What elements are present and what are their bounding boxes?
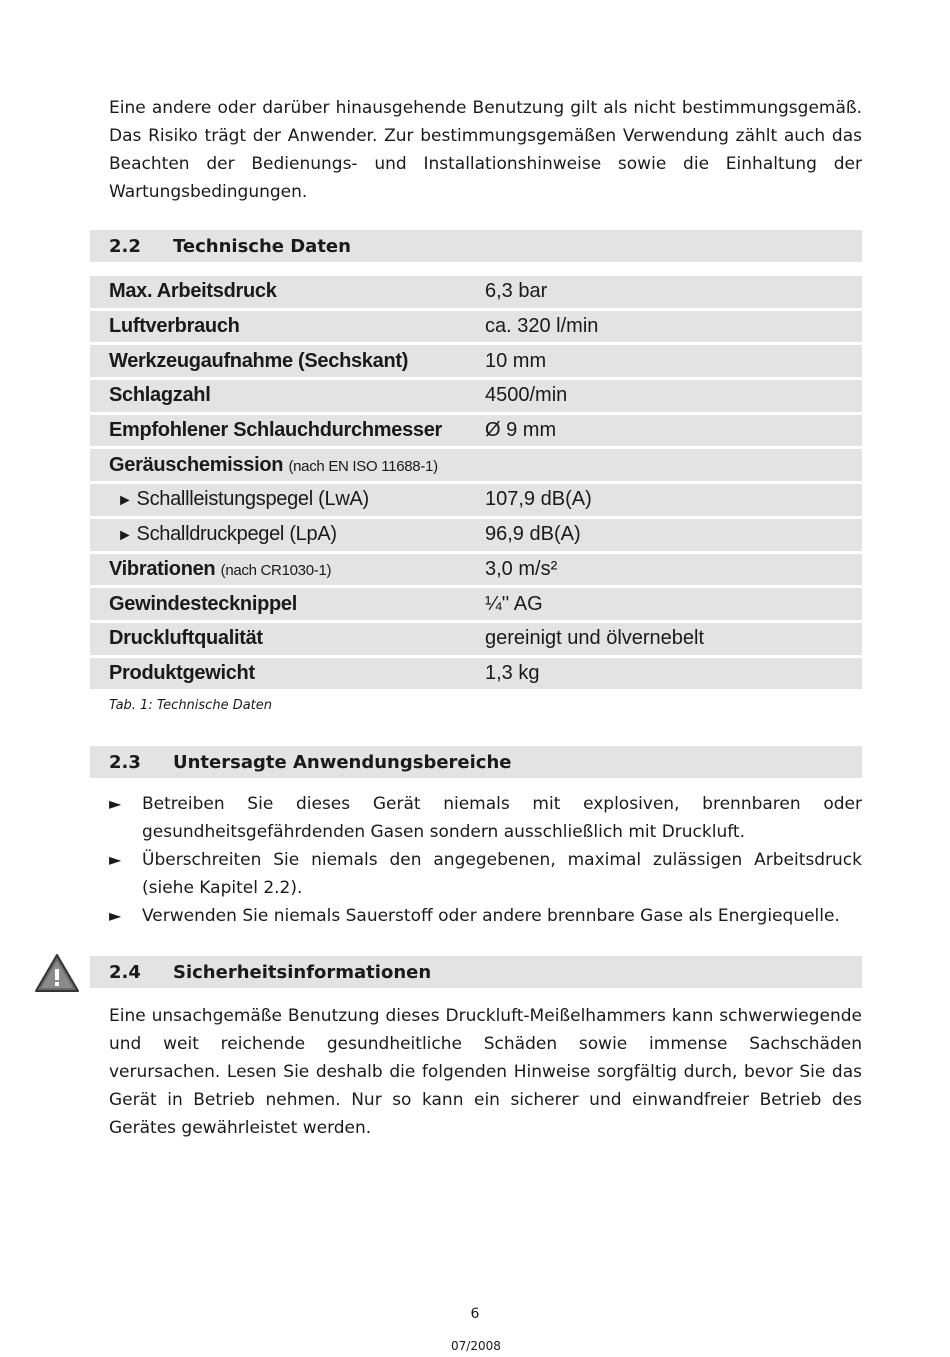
table-caption: Tab. 1: Technische Daten bbox=[109, 698, 273, 713]
arrow-right-icon: ► bbox=[117, 527, 133, 545]
section-number: 2.4 bbox=[109, 961, 141, 983]
spec-value: ca. 320 l/min bbox=[485, 311, 862, 343]
spec-value: ¼'' AG bbox=[485, 588, 862, 620]
spec-note: (nach EN ISO 11688-1) bbox=[288, 457, 438, 475]
spec-value: 4500/min bbox=[485, 380, 862, 412]
spec-value: 10 mm bbox=[485, 345, 862, 377]
section-header-technical-data bbox=[90, 230, 862, 262]
spec-value: 1,3 kg bbox=[485, 658, 862, 690]
warning-triangle-icon bbox=[34, 953, 80, 993]
table-row bbox=[90, 311, 862, 343]
spec-value: gereinigt und ölvernebelt bbox=[485, 623, 862, 655]
spec-label: Gewindestecknippel bbox=[90, 588, 485, 620]
spec-value: 107,9 dB(A) bbox=[485, 484, 862, 516]
prohibited-uses-list bbox=[109, 790, 862, 930]
list-item: ► Betreiben Sie dieses Gerät niemals mit explosiven, brennbaren oder gesundheitsgefährdenden Gasen sondern ausschließlich mit Druckluft. bbox=[109, 790, 862, 846]
technical-data-table bbox=[90, 273, 862, 692]
page-number: 6 bbox=[470, 1306, 480, 1322]
table-row bbox=[90, 484, 862, 516]
table-row bbox=[90, 588, 862, 620]
spec-label: Max. Arbeitsdruck bbox=[90, 276, 485, 308]
section-number: 2.3 bbox=[109, 751, 141, 773]
spec-label: Schlagzahl bbox=[90, 380, 485, 412]
section-header-prohibited-uses bbox=[90, 746, 862, 778]
arrow-right-icon: ► bbox=[109, 906, 122, 925]
spec-label: Produktgewicht bbox=[90, 658, 485, 690]
spec-value bbox=[485, 449, 862, 481]
spec-value: Ø 9 mm bbox=[485, 415, 862, 447]
table-row bbox=[90, 519, 862, 551]
spec-label: Empfohlener Schlauchdurchmesser bbox=[90, 415, 485, 447]
table-row bbox=[90, 415, 862, 447]
section-number: 2.2 bbox=[109, 235, 141, 257]
intro-paragraph: Eine andere oder darüber hinausgehende Benutzung gilt als nicht bestimmungsgemäß. Das Risiko trägt der Anwender. Zur bestimmungsgemäßen Verwendung zählt auch das Beachten der Bedienungs- und Installationshinweise sowie die Einhaltung der Wartungsbedingungen. bbox=[109, 98, 862, 202]
list-item: ► Überschreiten Sie niemals den angegebenen, maximal zulässigen Arbeitsdruck (siehe Kapitel 2.2). bbox=[109, 846, 862, 902]
spec-label: Luftverbrauch bbox=[90, 311, 485, 343]
table-row bbox=[90, 658, 862, 690]
section-title: Untersagte Anwendungsbereiche bbox=[173, 751, 512, 773]
safety-paragraph: Eine unsachgemäße Benutzung dieses Druckluft-Meißelhammers kann schwerwiegende und weit reichende gesundheitliche Schäden sowie immense Sachschäden verursachen. Lesen Sie deshalb die folgenden Hinweise sorgfältig durch, bevor Sie das Gerät in Betrieb nehmen. Nur so kann ein sicherer und einwandfreier Betrieb des Gerätes gewährleistet werden. bbox=[109, 1006, 862, 1138]
spec-label: Vibrationen (nach CR1030-1) bbox=[90, 554, 485, 586]
spec-label: Werkzeugaufnahme (Sechskant) bbox=[90, 345, 485, 377]
spec-label: ► Schallleistungspegel (LwA) bbox=[90, 484, 485, 516]
arrow-right-icon: ► bbox=[109, 794, 122, 813]
arrow-right-icon: ► bbox=[117, 492, 133, 510]
spec-label: ► Schalldruckpegel (LpA) bbox=[90, 519, 485, 551]
spec-note: (nach CR1030-1) bbox=[220, 561, 332, 579]
arrow-right-icon: ► bbox=[109, 850, 122, 869]
table-row bbox=[90, 276, 862, 308]
section-header-safety-information bbox=[90, 956, 862, 988]
table-row bbox=[90, 345, 862, 377]
spec-label: Druckluftqualität bbox=[90, 623, 485, 655]
table-row bbox=[90, 623, 862, 655]
section-title: Technische Daten bbox=[173, 235, 351, 257]
section-title: Sicherheitsinformationen bbox=[173, 961, 432, 983]
spec-value: 96,9 dB(A) bbox=[485, 519, 862, 551]
table-row bbox=[90, 449, 862, 481]
footer-date: 07/2008 bbox=[451, 1339, 501, 1353]
spec-label: Geräuschemission (nach EN ISO 11688-1) bbox=[90, 449, 485, 481]
table-row bbox=[90, 380, 862, 412]
spec-value: 3,0 m/s² bbox=[485, 554, 862, 586]
spec-value: 6,3 bar bbox=[485, 276, 862, 308]
table-row bbox=[90, 554, 862, 586]
list-item: ► Verwenden Sie niemals Sauerstoff oder andere brennbare Gase als Energiequelle. bbox=[109, 902, 862, 930]
